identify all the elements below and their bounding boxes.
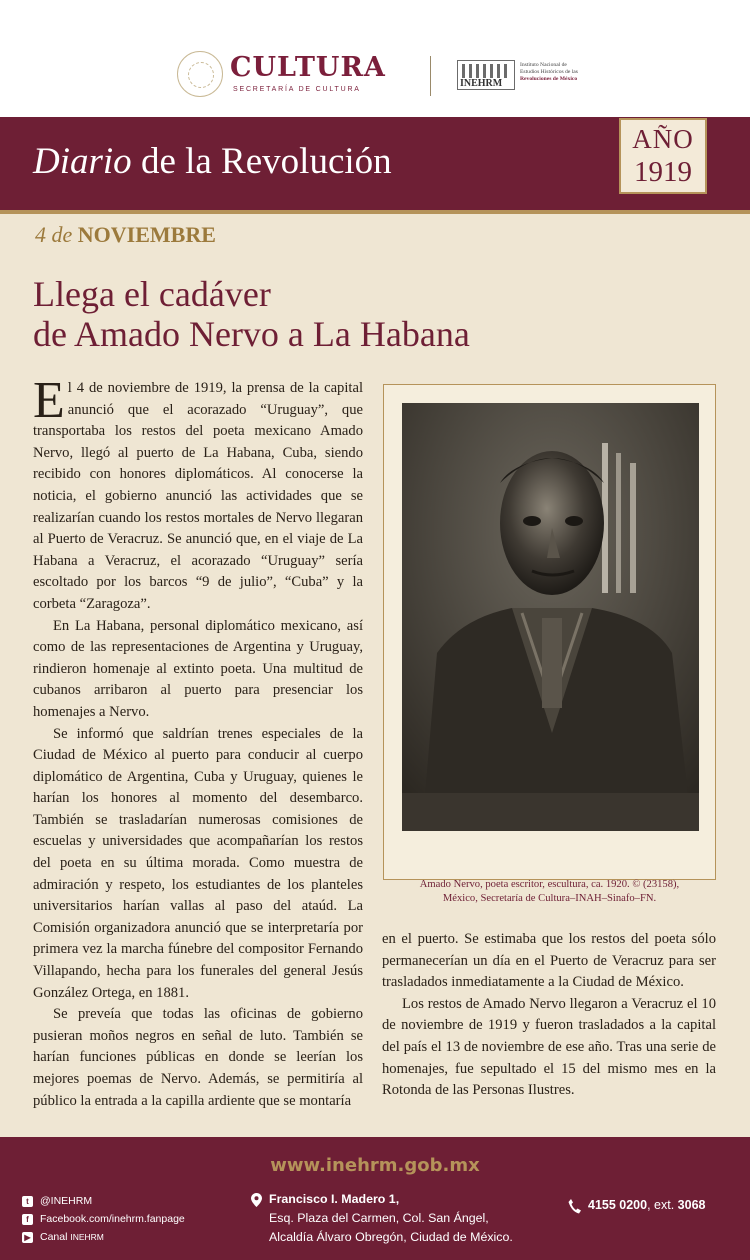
inehrm-institute-name xyxy=(520,62,600,83)
address-street: Francisco I. Madero 1, xyxy=(269,1192,400,1206)
logo-divider xyxy=(430,56,431,96)
paragraph-3: Se informó que saldrían trenes especiales de la Ciudad de México al puerto para conducir al cuerpo diplomático de Argentina, Cuba y Uruguay, quienes le harían los honores al momento del desembarco. También se trasladarían numerosas comisiones de escuelas y universidades que acompañarían los restos del poeta en su última morada. Como muestra de admiración y respeto, los estudiantes de los planteles universitarios harían vallas al paso del ataúd. La Comisión organizadora anunció que se interpretaría por primera vez la marcha fúnebre del compositor Fernando Villapando, hecha para los funerales del general Jesús González Ortega, en 1881. xyxy=(33,725,363,1001)
headline-line-1: Llega el cadáver xyxy=(33,274,271,314)
year-label: AÑO xyxy=(632,124,694,154)
youtube-link[interactable] xyxy=(22,1228,185,1246)
phone-ext: 3068 xyxy=(677,1198,706,1212)
paragraph-1 xyxy=(33,372,363,616)
article-column-left xyxy=(33,372,363,1112)
youtube-label: Canal xyxy=(40,1231,68,1243)
year-badge xyxy=(619,118,707,194)
caption-line-2: México, Secretaría de Cultura–INAH–Sinafo–FN. xyxy=(442,893,657,904)
mexico-seal-icon xyxy=(177,51,223,97)
drop-cap: E xyxy=(33,372,65,429)
article-column-right xyxy=(382,929,716,1102)
inehrm-logo xyxy=(457,60,515,90)
caption-line-1: Amado Nervo, poeta escritor, escultura, ca. 1920. © (23158), xyxy=(419,879,680,890)
photo-caption xyxy=(383,878,716,906)
inehrm-logo-text: INEHRM xyxy=(460,78,503,89)
facebook-link[interactable] xyxy=(22,1210,185,1228)
phone-icon xyxy=(568,1199,581,1214)
date-month: NOVIEMBRE xyxy=(77,222,216,247)
bust-sculpture-image xyxy=(402,403,699,831)
facebook-icon: f xyxy=(22,1214,33,1225)
facebook-url: Facebook.com/inehrm.fanpage xyxy=(40,1213,185,1225)
twitter-link[interactable] xyxy=(22,1192,185,1210)
inehrm-line-2: Estudios Históricos de las xyxy=(520,69,578,75)
cultura-subtitle: SECRETARÍA DE CULTURA xyxy=(233,86,361,93)
paragraph-5: Los restos de Amado Nervo llegaron a Veracruz el 10 de noviembre de 1919 y fueron trasladados a la capital del país el 13 de noviembre de ese año. Tras una serie de homenajes, fue sepultado el 15 del mismo mes en la Rotonda de las Personas Ilustres. xyxy=(382,995,716,1099)
twitter-handle: @INEHRM xyxy=(40,1195,93,1207)
inehrm-line-3: Revoluciones de México xyxy=(520,76,578,82)
bust-photograph xyxy=(402,403,699,831)
banner-gold-rule xyxy=(0,210,750,214)
headline-line-2: de Amado Nervo a La Habana xyxy=(33,314,470,354)
social-links xyxy=(22,1192,185,1246)
date-day: 4 de xyxy=(35,222,73,247)
website-link[interactable]: www.inehrm.gob.mx xyxy=(270,1155,480,1176)
publication-title-rest: de la Revolución xyxy=(131,141,392,182)
address xyxy=(269,1190,513,1247)
paragraph-4: Se preveía que todas las oficinas de gobierno pusieran moños negros en señal de luto. También se harían funciones públicas en donde se leerían los mejores poemas de Nervo. Además, se permitiría al público la entrada a la capilla ardiente que se montaría xyxy=(33,1006,363,1109)
inehrm-building-icon xyxy=(462,64,510,78)
twitter-icon: t xyxy=(22,1196,33,1207)
phone-main: 4155 0200 xyxy=(588,1198,648,1212)
publication-title-italic: Diario xyxy=(33,141,132,182)
inehrm-line-1: Instituto Nacional de xyxy=(520,62,567,68)
phone-ext-label: , ext. xyxy=(647,1198,675,1212)
paragraph-1-text: l 4 de noviembre de 1919, la prensa de la capital anunció que el acorazado “Uruguay”, que transportaba los restos del poeta mexicano Amado Nervo, llegó al puerto de La Habana, Cuba, siendo recibido con honores diplomáticos. Al conocerse la noticia, el gobierno anunció las actividades que se realizarían cuando los restos mortales de Nervo llegaran al Puerto de Veracruz. Se anunció que, en el viaje de La Habana a Veracruz, el acorazado “Uruguay” sería escoltado por los barcos “9 de julio”, “Cuba” y la corbeta “Zaragoza”. xyxy=(33,380,363,612)
cultura-logo-text: CULTURA xyxy=(230,52,386,83)
paragraph-4-continued: en el puerto. Se estimaba que los restos del poeta sólo permanecerían un día en el Puerto de Veracruz para ser trasladados inmediatamente a la Ciudad de México. xyxy=(382,931,716,991)
paragraph-2: En La Habana, personal diplomático mexicano, así como de las representaciones de Argentina y Uruguay, rindieron homenaje al extinto poeta. Una multitud de cubanos arribaron al puerto para presenciar los homenajes a Nervo. xyxy=(33,617,363,720)
phone-number xyxy=(588,1198,705,1212)
publication-title xyxy=(33,140,392,183)
address-line-2: Esq. Plaza del Carmen, Col. San Ángel, xyxy=(269,1211,489,1225)
year-value: 1919 xyxy=(634,156,692,188)
article-headline xyxy=(33,274,470,354)
location-pin-icon xyxy=(251,1193,262,1207)
entry-date xyxy=(35,222,216,248)
youtube-channel: INEHRM xyxy=(70,1232,104,1242)
youtube-icon: ▶ xyxy=(22,1232,33,1243)
address-line-3: Alcaldía Álvaro Obregón, Ciudad de México. xyxy=(269,1230,513,1244)
